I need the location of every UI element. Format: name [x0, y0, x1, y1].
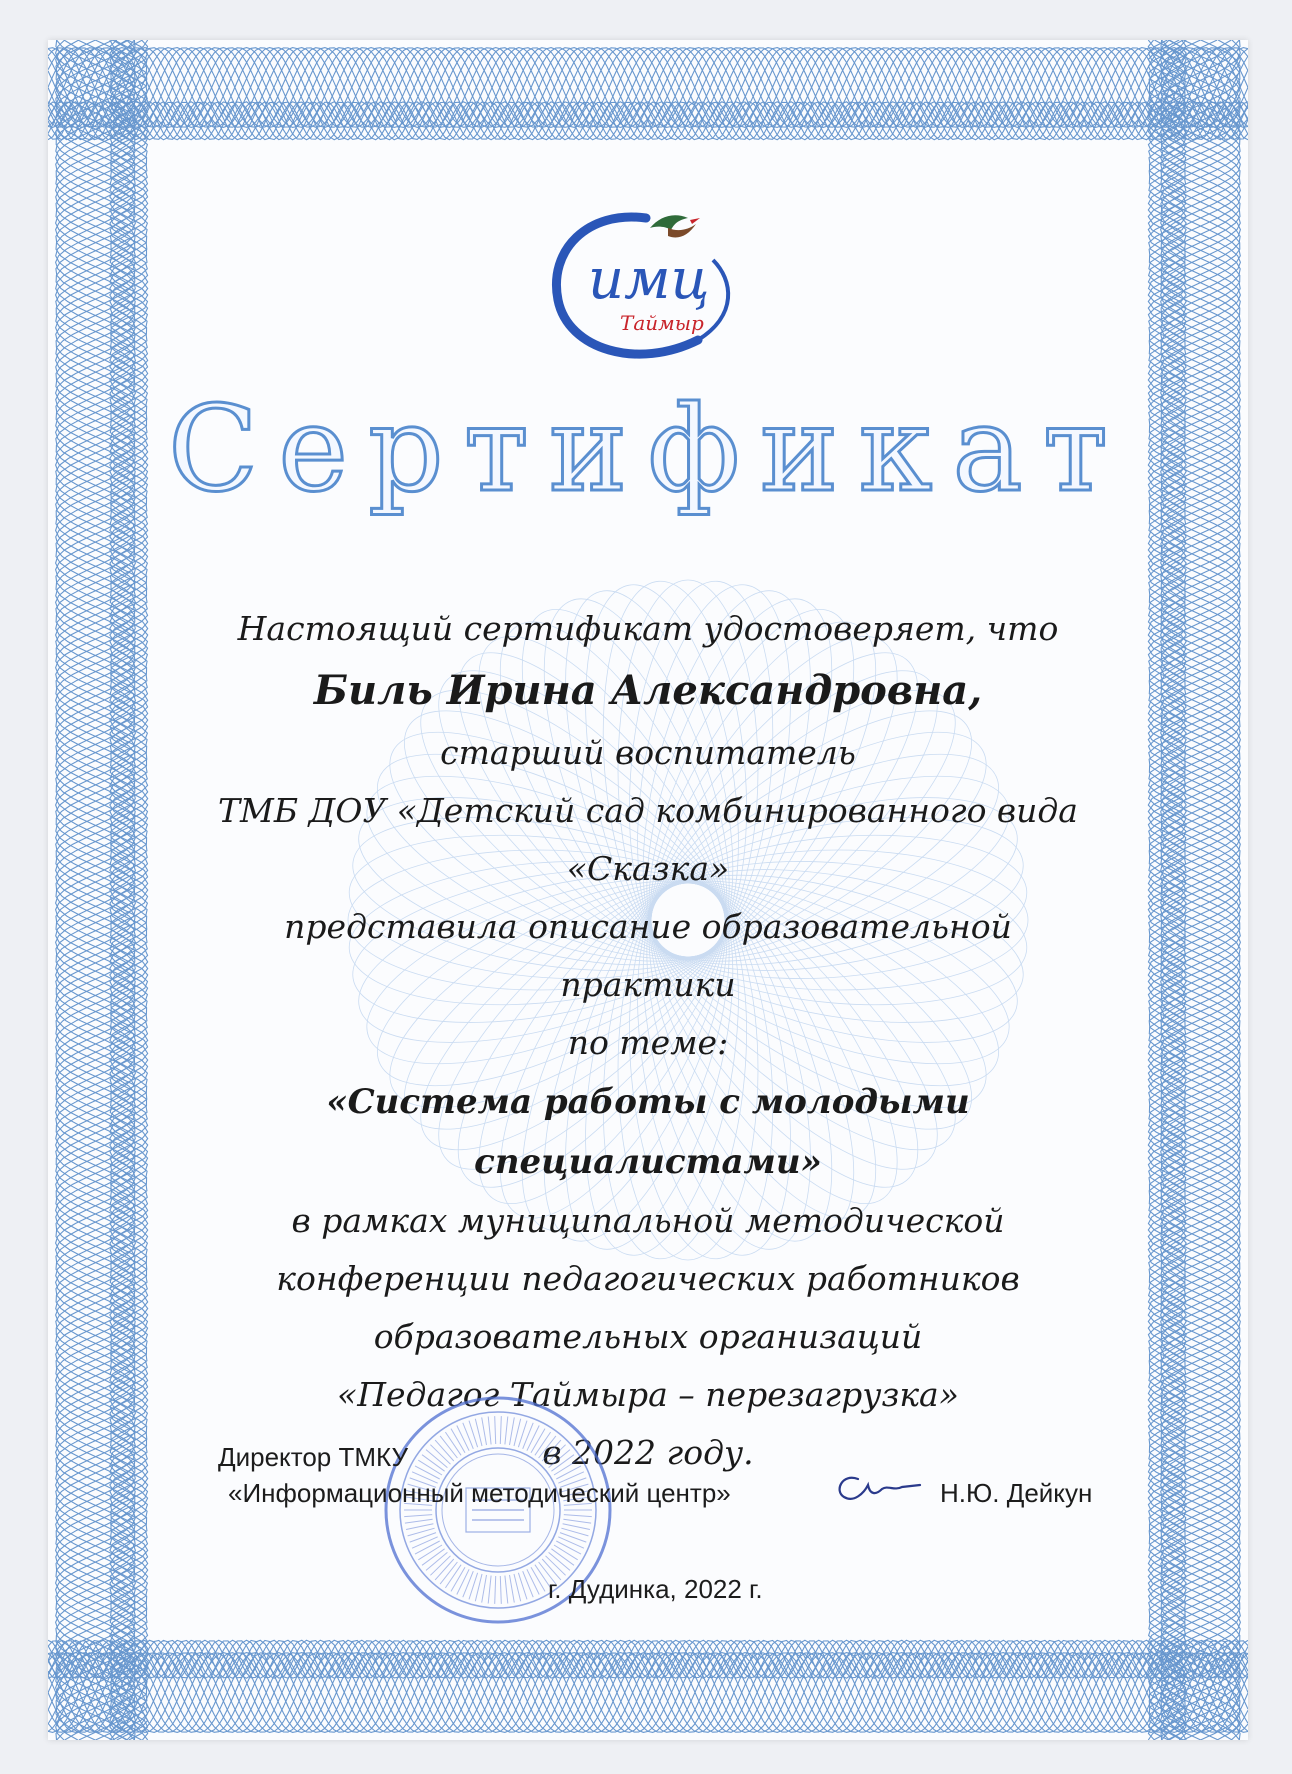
- action-line: представила описание образовательной практики: [284, 907, 1012, 1004]
- organization-line-1: ТМБ ДОУ «Детский сад комбинированного вида: [218, 791, 1078, 830]
- director-title-line-2: «Информационный методический центр»: [228, 1478, 731, 1508]
- logo-text: имц: [588, 247, 710, 312]
- certificate-footer: [48, 40, 1248, 1740]
- frame-line-3: образовательных организаций: [373, 1317, 923, 1356]
- topic-line: «Система работы с молодыми специалистами»: [326, 1082, 970, 1182]
- intro-line: Настоящий сертификат удостоверяет, что: [237, 609, 1059, 648]
- signer-name: Н.Ю. Дейкун: [940, 1478, 1093, 1508]
- year-line: в 2022 году.: [542, 1433, 754, 1472]
- recipient-name: Биль Ирина Александровна,: [313, 667, 983, 714]
- logo-subtext: Таймыр: [620, 311, 704, 335]
- position-line: старший воспитатель: [440, 733, 856, 772]
- certificate-title: Сертификат: [168, 380, 1128, 518]
- organization-line-2: «Сказка»: [566, 849, 730, 888]
- place-and-date: г. Дудинка, 2022 г.: [548, 1574, 763, 1604]
- frame-line-2: конференции педагогических работников: [276, 1259, 1020, 1298]
- frame-line-4: «Педагог Таймыра – перезагрузка»: [337, 1375, 959, 1414]
- frame-line-1: в рамках муниципальной методической: [291, 1201, 1005, 1240]
- certificate-content: [48, 40, 1248, 1740]
- director-title-line-1: Директор ТМКУ: [218, 1442, 408, 1472]
- certificate-sheet: [48, 40, 1248, 1740]
- topic-intro-line: по теме:: [567, 1023, 729, 1062]
